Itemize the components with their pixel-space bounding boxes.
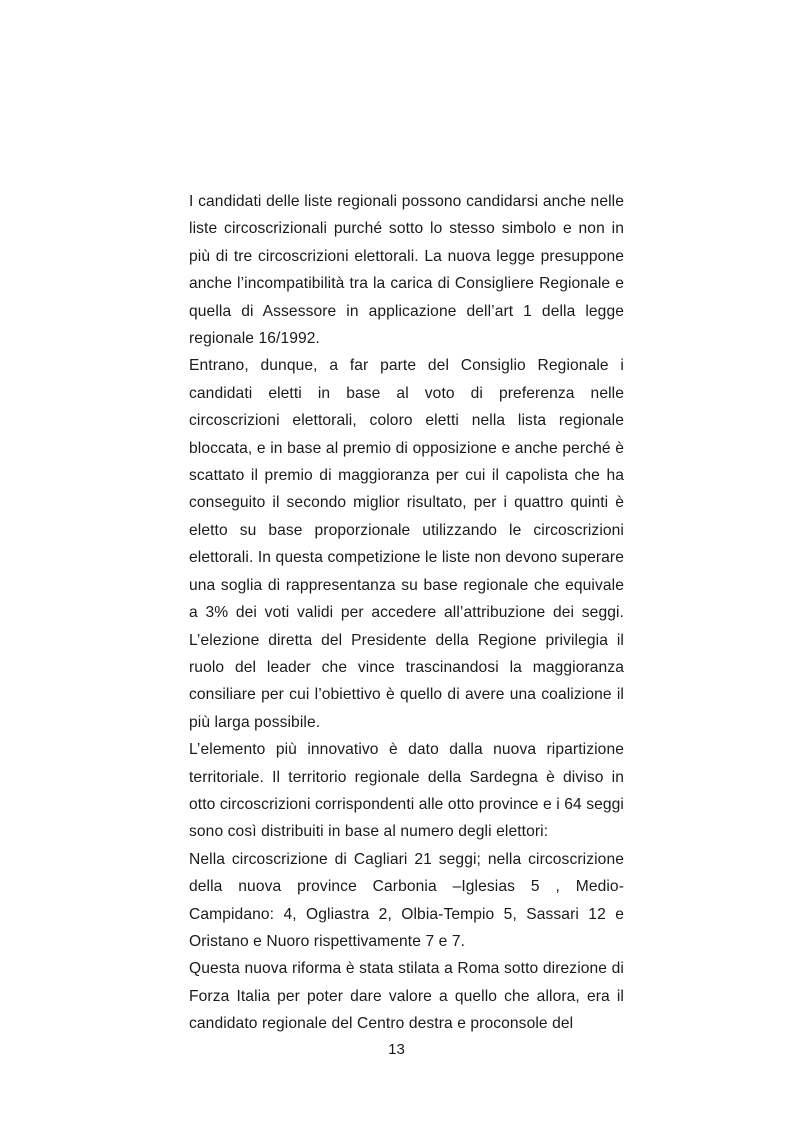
body-text [189,188,624,1038]
paragraph-1: I candidati delle liste regionali possono candidarsi anche nelle liste circoscrizionali purché sotto lo stesso simbolo e non in più di tre circoscrizioni elettorali. La nuova legge presuppone anche l’incompatibilità tra la carica di Consigliere Regionale e quella di Assessore in applicazione dell’art 1 della legge regionale 16/1992. [189,193,624,348]
paragraph-5: Questa nuova riforma è stata stilata a Roma sotto direzione di Forza Italia per poter dare valore a quello che allora, era il candidato regionale del Centro destra e proconsole del [189,960,624,1033]
page-number: 13 [388,1041,405,1058]
paragraph-2: Entrano, dunque, a far parte del Consiglio Regionale i candidati eletti in base al voto di preferenza nelle circoscrizioni elettorali, coloro eletti nella lista regionale bloccata, e in base al premio di opposizione e anche perché è scattato il premio di maggioranza per cui il capolista che ha conseguito il secondo miglior risultato, per i quattro quinti è eletto su base proporzionale utilizzando le circoscrizioni elettorali. In questa competizione le liste non devono superare una soglia di rappresentanza su base regionale che equivale a 3% dei voti validi per accedere all’attribuzione dei seggi. L’elezione diretta del Presidente della Regione privilegia il ruolo del leader che vince trascinandosi la maggioranza consiliare per cui l’obiettivo è quello di avere una coalizione il più larga possibile. [189,357,624,731]
paragraph-4: Nella circoscrizione di Cagliari 21 seggi; nella circoscrizione della nuova province Carbonia –Iglesias 5 , Medio-Campidano: 4, Ogliastra 2, Olbia-Tempio 5, Sassari 12 e Oristano e Nuoro rispettivamente 7 e 7. [189,850,624,950]
paragraph-3: L’elemento più innovativo è dato dalla nuova ripartizione territoriale. Il territorio regionale della Sardegna è diviso in otto circoscrizioni corrispondenti alle otto province e i 64 seggi sono così distribuiti in base al numero degli elettori: [189,741,624,841]
